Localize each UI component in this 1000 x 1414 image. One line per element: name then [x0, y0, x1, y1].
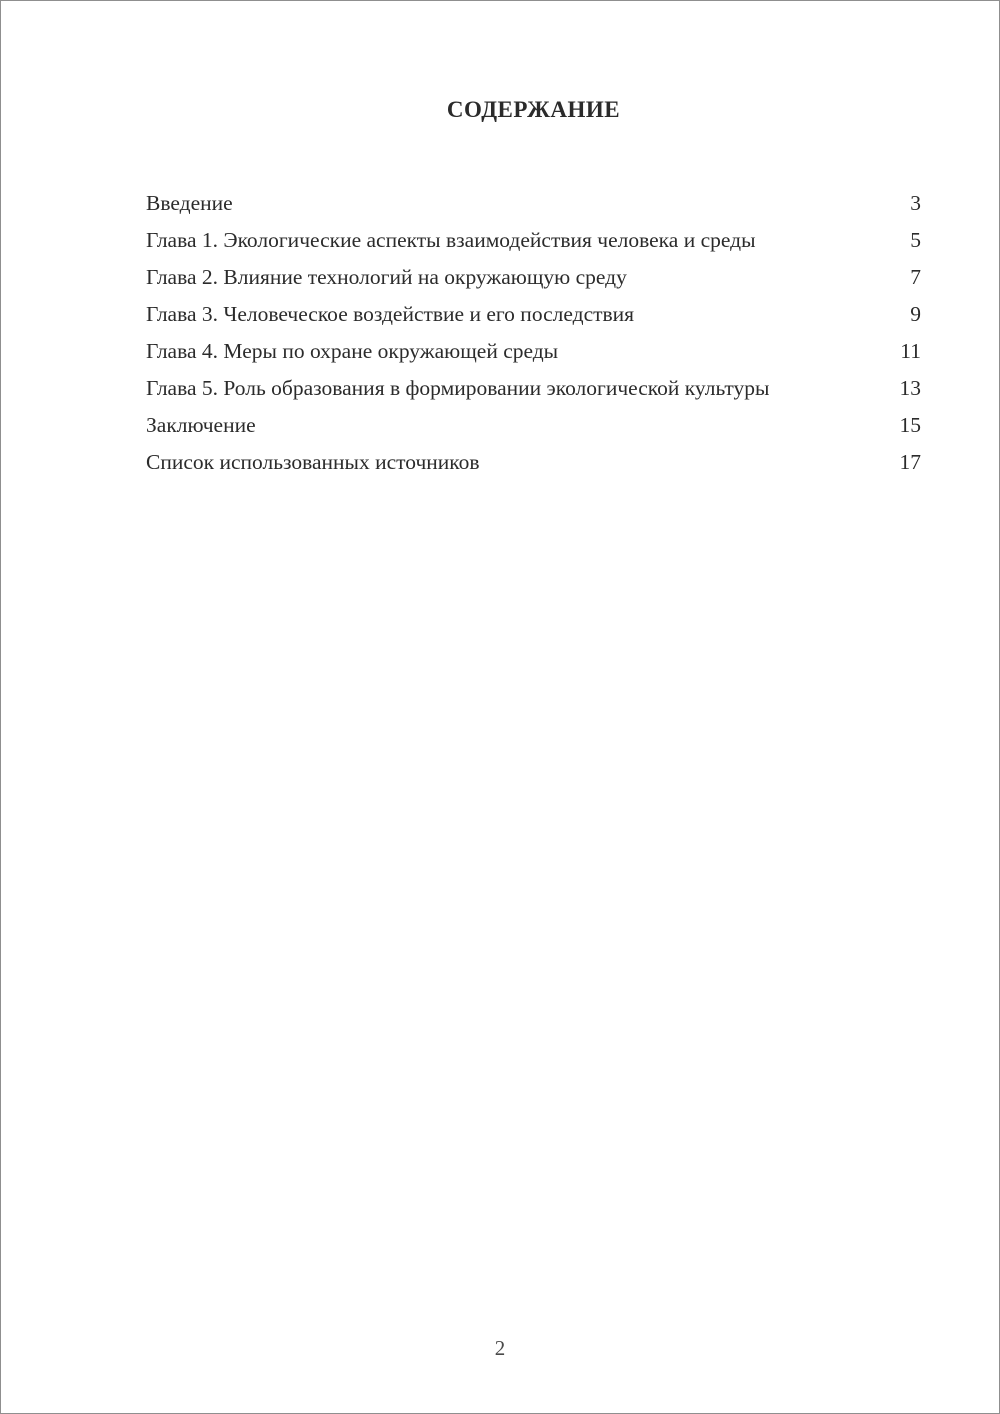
toc-entry-label: Глава 5. Роль образования в формировании экологической культуры: [146, 376, 770, 400]
toc-entry-page: 13: [899, 376, 921, 400]
toc-entry-page: 17: [899, 450, 921, 474]
toc-entry-page: 3: [910, 191, 921, 215]
toc-entry: [146, 448, 921, 477]
toc-entry: [146, 226, 921, 255]
toc-entry: [146, 411, 921, 440]
toc-entry-label: Заключение: [146, 413, 256, 437]
toc-entry-label: Глава 4. Меры по охране окружающей среды: [146, 339, 559, 363]
toc-entry: [146, 300, 921, 329]
toc-entry-page: 15: [899, 413, 921, 437]
toc-entry-label: Введение: [146, 191, 233, 215]
toc-entry-label: Список использованных источников: [146, 450, 480, 474]
toc-list: [146, 189, 921, 477]
page-title: СОДЕРЖАНИЕ: [446, 97, 621, 122]
toc-entry-label: Глава 1. Экологические аспекты взаимодействия человека и среды: [146, 228, 756, 252]
toc-entry: [146, 263, 921, 292]
toc-entry-page: 7: [910, 265, 921, 289]
toc-entry-label: Глава 3. Человеческое воздействие и его последствия: [146, 302, 635, 326]
toc-entry: [146, 374, 921, 403]
toc-entry: [146, 189, 921, 218]
toc-entry-page: 9: [910, 302, 921, 326]
toc-entry: [146, 337, 921, 366]
toc-entry-page: 11: [900, 339, 921, 363]
toc-entry-label: Глава 2. Влияние технологий на окружающую среду: [146, 265, 627, 289]
footer-page-number: 2: [494, 1336, 506, 1360]
toc-entry-page: 5: [910, 228, 921, 252]
toc-section: [146, 97, 921, 485]
